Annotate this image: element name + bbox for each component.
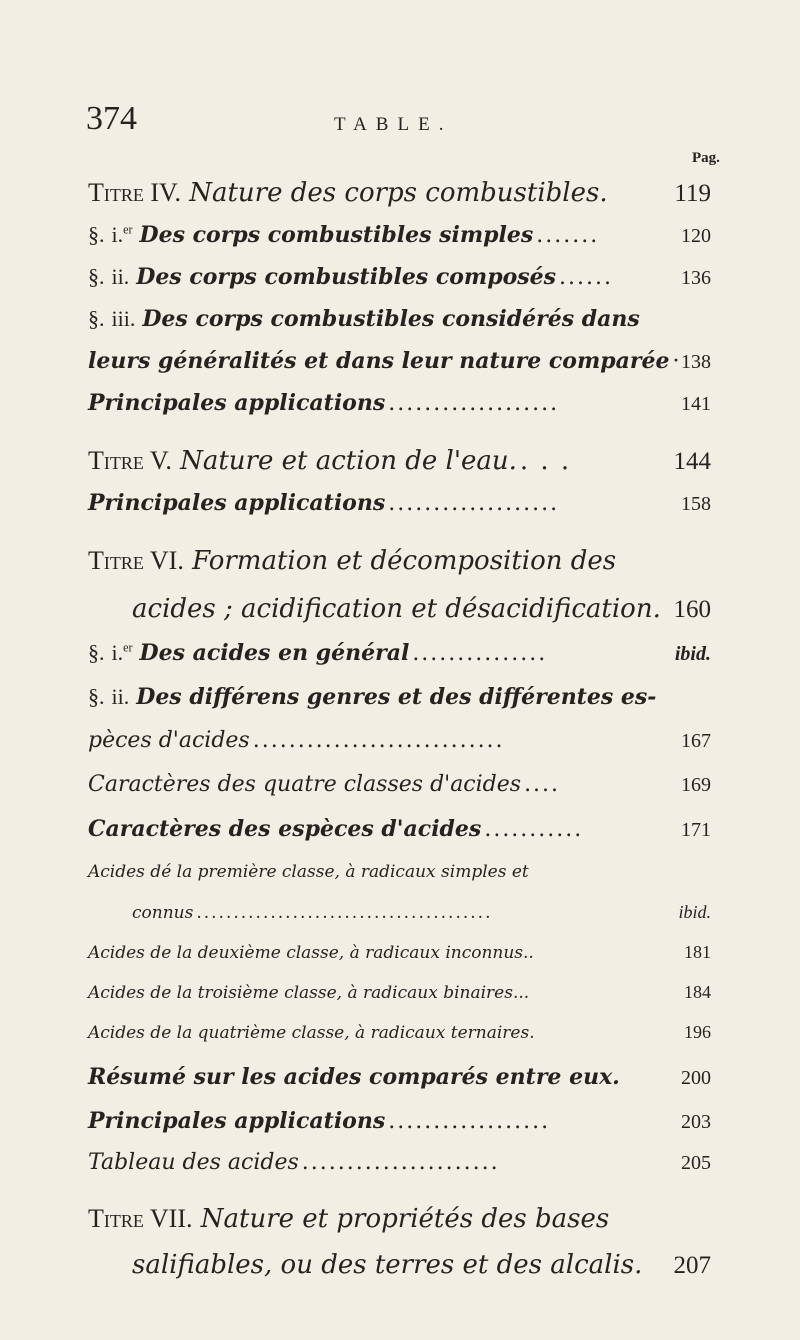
entry-page: 200 xyxy=(681,1067,711,1089)
leader: ................... xyxy=(388,391,560,416)
page-number: 374 xyxy=(86,100,137,137)
entry-title: Acides dé la première classe, à radicaux simples et xyxy=(88,862,529,882)
leader: · xyxy=(672,349,681,374)
entry-page: 141 xyxy=(681,393,711,415)
toc-entry-titre-iv[interactable] xyxy=(88,178,711,208)
entry-page: 203 xyxy=(681,1111,711,1133)
toc-entry[interactable] xyxy=(88,1064,711,1090)
entry-title: Acides de la troisième classe, à radicaux binaires... xyxy=(88,983,530,1003)
entry-title: connus xyxy=(132,903,194,923)
toc-entry[interactable] xyxy=(88,1150,711,1175)
entry-title: Principales applications xyxy=(88,490,386,516)
leader: .... xyxy=(524,772,561,797)
entry-page: 119 xyxy=(674,180,711,207)
toc-entry[interactable] xyxy=(88,862,711,882)
toc-entry[interactable] xyxy=(88,1022,711,1043)
entry-title: Acides de la quatrième classe, à radicaux ternaires. xyxy=(88,1023,535,1043)
entry-title: Formation et décomposition des xyxy=(192,546,617,576)
entry-title: Tableau des acides xyxy=(88,1150,299,1175)
entry-page: 184 xyxy=(684,982,711,1002)
toc-entry[interactable] xyxy=(88,490,711,516)
toc-entry[interactable]: §. iii. Des corps combustibles considérés dans xyxy=(88,306,640,332)
entry-page: 205 xyxy=(681,1152,711,1174)
toc-entry[interactable]: §. ii. Des différens genres et des différentes es- xyxy=(88,684,657,710)
running-title: TABLE. xyxy=(334,114,453,135)
toc-entry[interactable]: §. i.$^{er}$ Des corps combustibles simples ....... 120 xyxy=(88,222,711,248)
entry-page: 136 xyxy=(681,267,711,289)
titre-label: Titre VII. xyxy=(88,1204,193,1233)
entry-page: 171 xyxy=(681,819,711,841)
toc-entry[interactable] xyxy=(88,982,711,1003)
leader: ...................... xyxy=(301,1150,500,1175)
entry-title: Des corps combustibles composés xyxy=(136,264,557,290)
entry-title: acides ; acidification et désacidification. xyxy=(132,594,661,624)
entry-title: Nature et action de l'eau. xyxy=(180,446,517,476)
entry-title: Des acides en général xyxy=(139,640,410,666)
toc-entry-titre-vi[interactable] xyxy=(88,546,711,576)
leader: ........... xyxy=(484,817,584,842)
leader: ........................................ xyxy=(196,903,493,923)
entry-title: Caractères des espèces d'acides xyxy=(88,816,482,842)
toc-entry-continued[interactable] xyxy=(132,1250,711,1280)
entry-page: 196 xyxy=(684,1022,711,1042)
entry-page: 160 xyxy=(673,596,711,623)
entry-page: ibid. xyxy=(674,643,711,665)
entry-title: Nature et propriétés des bases xyxy=(200,1204,610,1234)
entry-page: 181 xyxy=(684,942,711,962)
toc-entry-continued[interactable] xyxy=(88,728,711,753)
entry-page: 158 xyxy=(681,493,711,515)
entry-title: Principales applications xyxy=(88,1108,386,1134)
entry-page: 207 xyxy=(673,1252,711,1279)
toc-entry[interactable] xyxy=(88,942,711,963)
toc-entry-continued[interactable] xyxy=(88,348,711,374)
toc-entry[interactable] xyxy=(88,390,711,416)
entry-title: Des corps combustibles considérés dans xyxy=(142,306,640,332)
entry-page: 169 xyxy=(681,774,711,796)
entry-page: 120 xyxy=(681,225,711,247)
entry-title: salifiables, ou des terres et des alcalis. xyxy=(132,1250,643,1280)
leader: ...... xyxy=(559,265,613,290)
leader: ............................ xyxy=(252,728,505,753)
pag-label: Pag. xyxy=(692,150,720,166)
toc-entry-titre-v[interactable] xyxy=(88,446,711,476)
entry-title: leurs généralités et dans leur nature comparée xyxy=(88,348,670,374)
titre-label: Titre V. xyxy=(88,446,172,475)
leader: ................... xyxy=(388,491,560,516)
toc-entry[interactable] xyxy=(88,1108,711,1134)
entry-title: Caractères des quatre classes d'acides xyxy=(88,772,522,797)
entry-page: 167 xyxy=(681,730,711,752)
toc-entry[interactable]: §. i.$^{er}$ Des acides en général ............... ibid. xyxy=(88,640,711,666)
entry-title: Résumé sur les acides comparés entre eux. xyxy=(88,1064,620,1090)
leader: ............... xyxy=(412,641,548,666)
entry-title: Des différens genres et des différentes es- xyxy=(136,684,657,710)
toc-entry[interactable] xyxy=(88,772,711,797)
leader: ....... xyxy=(536,223,600,248)
entry-title: pèces d'acides xyxy=(88,728,250,753)
entry-page: 144 xyxy=(673,448,711,475)
toc-entry-titre-vii[interactable] xyxy=(88,1204,711,1234)
entry-title: Acides de la deuxième classe, à radicaux inconnus.. xyxy=(88,943,534,963)
titre-label: Titre VI. xyxy=(88,546,184,575)
entry-title: Des corps combustibles simples xyxy=(139,222,534,248)
toc-entry-continued[interactable] xyxy=(132,594,711,624)
leader: . . . xyxy=(519,446,572,476)
entry-page: ibid. xyxy=(678,902,711,922)
toc-entry[interactable] xyxy=(88,816,711,842)
entry-page: 138 xyxy=(681,351,711,373)
entry-title: Principales applications xyxy=(88,390,386,416)
toc-entry-continued[interactable] xyxy=(132,902,711,923)
toc-entry[interactable]: §. ii. Des corps combustibles composés ...... 136 xyxy=(88,264,711,290)
titre-label: Titre IV. xyxy=(88,178,181,207)
entry-title: Nature des corps combustibles. xyxy=(189,178,608,208)
leader: .................. xyxy=(388,1109,551,1134)
